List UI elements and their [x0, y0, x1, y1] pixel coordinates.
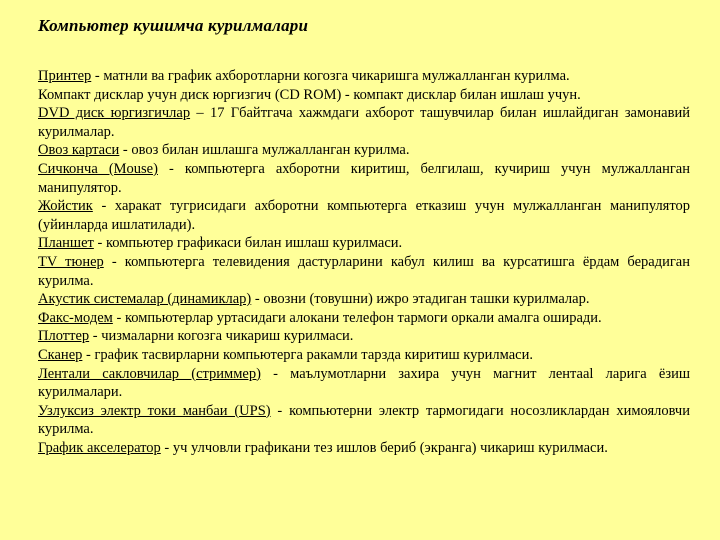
separator: - — [270, 402, 290, 419]
separator: – — [190, 105, 210, 122]
list-item-printer — [38, 67, 690, 86]
separator: - — [82, 346, 95, 363]
separator: - — [89, 328, 102, 345]
description: харакат тугрисидаги ахборотни компьютерга етказиш учун мулжалланган манипулятор (уйинларда ишлатилади). — [38, 198, 690, 233]
separator: - — [93, 235, 106, 252]
term-fax-modem[interactable]: Факс-модем — [38, 309, 113, 326]
term-streamer[interactable]: Лентали сакловчилар (стриммер) — [38, 365, 261, 382]
list-item-joystick — [38, 197, 690, 234]
description: компьютерни электр тармогидаги носозликлардан химояловчи курилма. — [38, 402, 690, 438]
term-sound-card[interactable]: Овоз картаси — [38, 142, 120, 159]
list-item-plotter — [38, 327, 690, 346]
separator: - — [251, 291, 264, 308]
term-tablet[interactable]: Планшет — [38, 235, 94, 252]
separator: - — [103, 253, 125, 270]
list-item-ups — [38, 402, 690, 439]
separator: - — [119, 142, 132, 159]
description: Компакт дисклар учун диск юргизгич (CD ROM) - компакт дисклар билан ишлаш учун. — [38, 86, 581, 103]
list-item-mouse — [38, 160, 690, 197]
list-item-speakers — [38, 290, 690, 309]
term-ups[interactable]: Узлуксиз электр токи манбаи (UPS) — [38, 402, 271, 419]
description: график тасвирларни компьютерга ракамли тарзда киритиш курилмаси. — [94, 346, 533, 363]
separator: - — [112, 309, 125, 326]
separator: - — [92, 198, 115, 215]
description: компьютер графикаси билан ишлаш курилмаси. — [105, 235, 403, 252]
list-item-dvd — [38, 104, 690, 141]
separator: - — [160, 439, 173, 456]
term-speakers[interactable]: Акустик системалар (динамиклар) — [38, 291, 252, 308]
list-item-graphics-accelerator — [38, 439, 690, 458]
device-list — [38, 67, 690, 457]
list-item-scanner — [38, 346, 690, 365]
description: компьютерга ахборотни киритиш, белгилаш, кучириш учун мулжалланган манипулятор. — [38, 160, 690, 196]
term-scanner[interactable]: Сканер — [38, 346, 83, 363]
separator: - — [260, 365, 291, 382]
description: матнли ва график ахборотларни когозга чикаришга мулжалланган курилма. — [103, 68, 570, 84]
term-printer[interactable]: Принтер — [38, 68, 92, 84]
list-item-cd-rom — [38, 86, 690, 105]
list-item-tv-tuner — [38, 253, 690, 290]
term-mouse[interactable]: Сичконча (Mouse) — [38, 160, 158, 177]
description: уч улчовли графикани тез ишлов бериб (экранга) чикариш курилмаси. — [172, 439, 608, 456]
description: компьютерлар уртасидаги алокани телефон тармоги оркали амалга оширади. — [124, 309, 602, 326]
description: компьютерга телевидения дастурларини кабул килиш ва курсатишга ёрдам берадиган курилма. — [38, 253, 690, 289]
description: маълумотларни захира учун магнит лентаal ларига ёзиш курилмалари. — [38, 365, 690, 401]
term-dvd[interactable]: DVD диск юргизгичлар — [38, 105, 191, 122]
list-item-sound-card — [38, 141, 690, 160]
list-item-streamer — [38, 365, 690, 402]
description: чизмаларни когозга чикариш курилмаси. — [101, 328, 354, 345]
term-tv-tuner[interactable]: TV тюнер — [38, 253, 104, 270]
description: овозни (товушни) ижро этадиган ташки курилмалар. — [263, 291, 590, 308]
term-graphics-accelerator[interactable]: График акселератор — [38, 439, 161, 456]
term-plotter[interactable]: Плоттер — [38, 328, 90, 345]
list-item-tablet — [38, 234, 690, 253]
slide-title: Компьютер кушимча курилмалари — [38, 16, 309, 35]
list-item-fax-modem — [38, 309, 690, 328]
separator: - — [91, 68, 104, 84]
separator: - — [157, 160, 185, 177]
term-joystick[interactable]: Жойстик — [38, 198, 93, 215]
description: 17 Гбайтгача хажмдаги ахборот ташувчилар билан ишлайдиган замонавий курилмалар. — [38, 105, 690, 140]
description: овоз билан ишлашга мулжалланган курилма. — [131, 142, 410, 159]
